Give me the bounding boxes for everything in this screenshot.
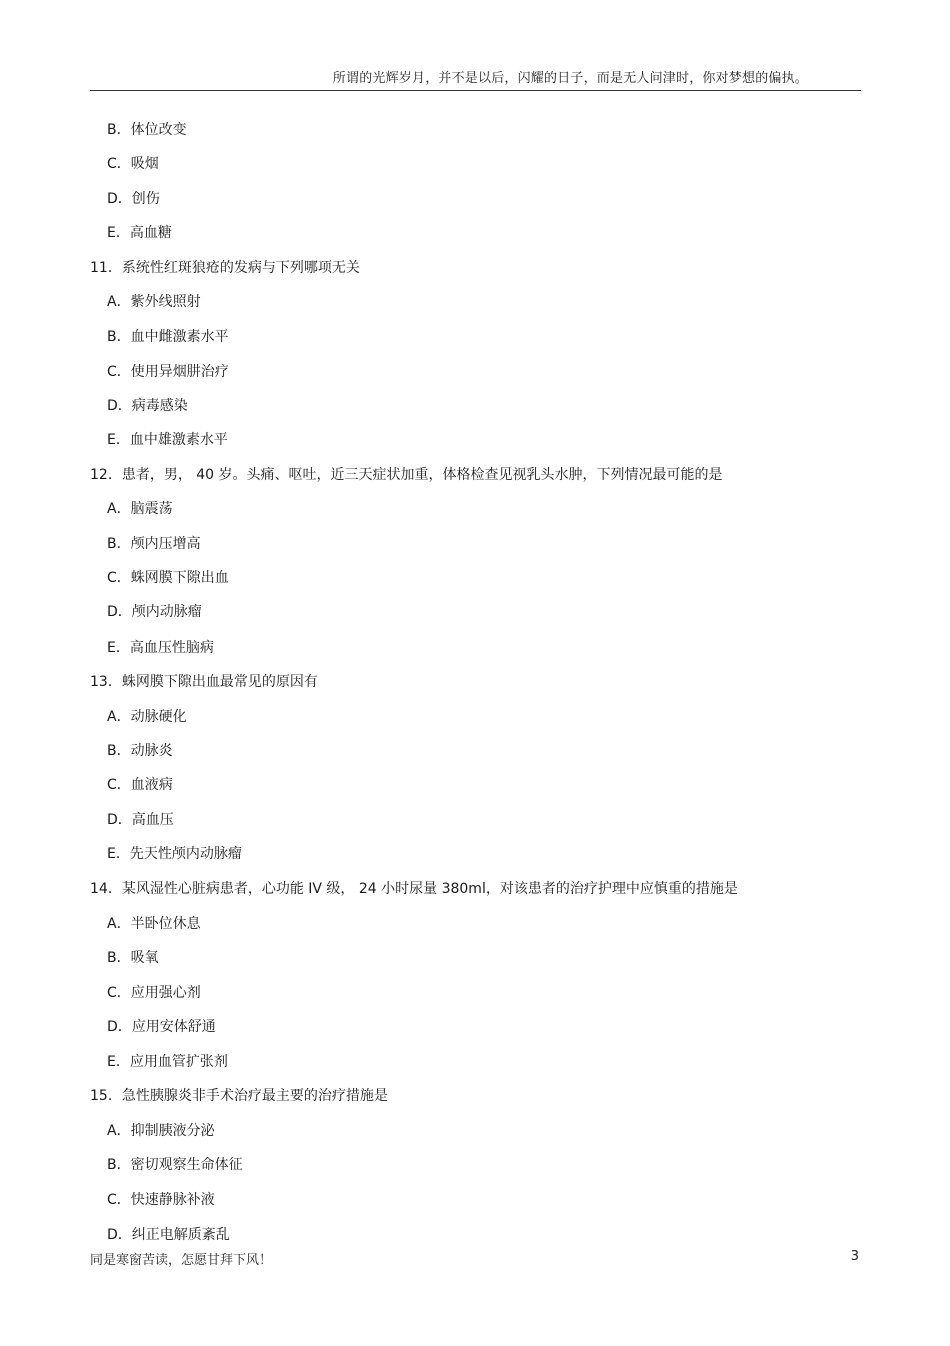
option-line: C．蛛网膜下隙出血 xyxy=(107,570,229,586)
option-line: D．病毒感染 xyxy=(107,398,188,414)
question-stem: 13．蛛网膜下隙出血最常见的原因有 xyxy=(90,674,318,690)
page-number: 3 xyxy=(850,1249,859,1264)
question-stem: 12．患者，男， 40 岁。头痛、呕吐，近三天症状加重，体格检查见视乳头水肿，下列情况最可能的是 xyxy=(90,467,723,483)
option-line: B．体位改变 xyxy=(107,122,187,138)
option-line: B．密切观察生命体征 xyxy=(107,1157,243,1173)
option-line: A．动脉硬化 xyxy=(107,709,187,725)
option-line: B．吸氧 xyxy=(107,950,159,966)
option-line: C．吸烟 xyxy=(107,156,159,172)
question-stem: 14．某风湿性心脏病患者，心功能 IV 级， 24 小时尿量 380ml，对该患者的治疗护理中应慎重的措施是 xyxy=(90,881,738,897)
option-line: D．创伤 xyxy=(107,191,160,207)
option-line: C．快速静脉补液 xyxy=(107,1192,215,1208)
header-motto: 所谓的光辉岁月，并不是以后，闪耀的日子，而是无人问津时，你对梦想的偏执。 xyxy=(332,71,808,86)
option-line: A．脑震荡 xyxy=(107,501,173,517)
option-line: E．高血糖 xyxy=(107,225,172,241)
option-line: E．高血压性脑病 xyxy=(107,640,214,656)
option-line: E．先天性颅内动脉瘤 xyxy=(107,846,242,862)
option-line: B．颅内压增高 xyxy=(107,536,201,552)
footer-motto: 同是寒窗苦读，怎愿甘拜下风！ xyxy=(90,1253,273,1268)
option-line: D．纠正电解质紊乱 xyxy=(107,1227,230,1243)
option-line: C．血液病 xyxy=(107,777,173,793)
option-line: C．应用强心剂 xyxy=(107,985,201,1001)
option-line: B．血中雌激素水平 xyxy=(107,329,229,345)
question-stem: 15．急性胰腺炎非手术治疗最主要的治疗措施是 xyxy=(90,1088,388,1104)
option-line: A．紫外线照射 xyxy=(107,294,201,310)
option-line: D．应用安体舒通 xyxy=(107,1019,216,1035)
option-line: B．动脉炎 xyxy=(107,743,173,759)
option-line: A．抑制胰液分泌 xyxy=(107,1123,215,1139)
option-line: C．使用异烟肼治疗 xyxy=(107,364,229,380)
option-line: A．半卧位休息 xyxy=(107,916,201,932)
header-divider xyxy=(90,90,861,91)
option-line: D．高血压 xyxy=(107,812,174,828)
option-line: E．应用血管扩张剂 xyxy=(107,1054,228,1070)
question-stem: 11．系统性红斑狼疮的发病与下列哪项无关 xyxy=(90,260,360,276)
option-line: E．血中雄激素水平 xyxy=(107,432,228,448)
option-line: D．颅内动脉瘤 xyxy=(107,604,202,620)
